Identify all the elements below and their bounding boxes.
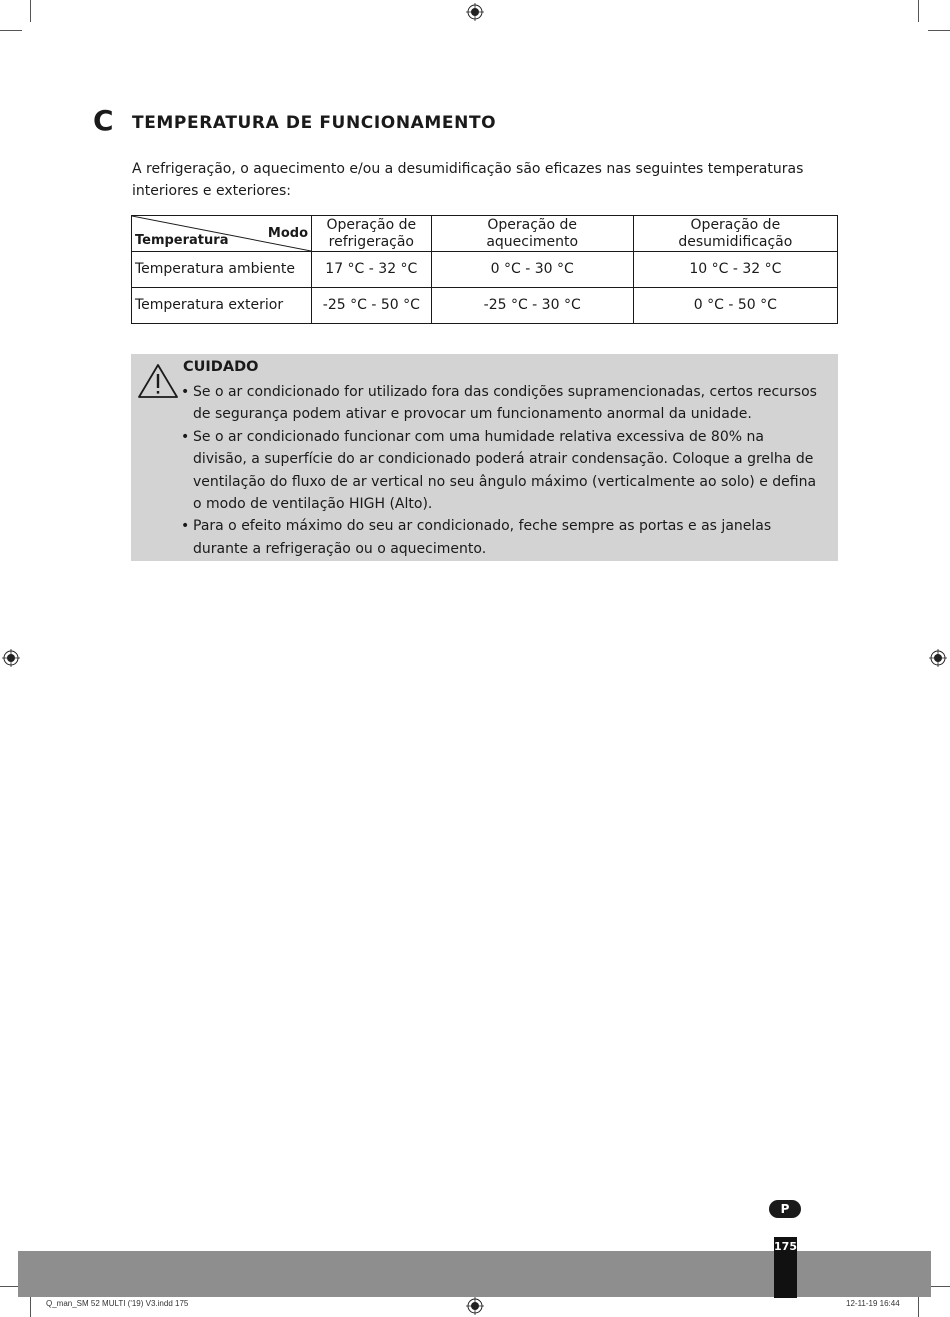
crop-mark: [30, 1296, 31, 1317]
caution-item: [181, 426, 821, 516]
bullet: •: [181, 518, 190, 535]
caution-item-text: Se o ar condicionado for utilizado fora das condições supramencionadas, certos recursos de segurança podem ativar e provocar um funcionamento anormal da unidade.: [193, 384, 817, 423]
table-cell: 17 °C - 32 °C: [312, 252, 432, 288]
table-cell: -25 °C - 50 °C: [312, 288, 432, 324]
table-corner-cell: [132, 216, 312, 252]
table-header-row: [132, 216, 838, 252]
table-cell: 0 °C - 30 °C: [431, 252, 633, 288]
corner-temperature-label: Temperatura: [135, 233, 229, 248]
registration-mark-icon: [929, 649, 947, 667]
table-row-label: Temperatura exterior: [132, 288, 312, 324]
caution-list: [181, 381, 821, 560]
intro-paragraph: A refrigeração, o aquecimento e/ou a desumidificação são eficazes nas seguintes temperaturas interiores e exteriores:: [132, 161, 804, 199]
crop-mark: [30, 0, 31, 22]
caution-title: CUIDADO: [183, 359, 259, 375]
table-row: [132, 252, 838, 288]
crop-mark: [918, 0, 919, 22]
table-header-cell: Operação de desumidificação: [633, 216, 837, 252]
table-cell: 0 °C - 50 °C: [633, 288, 837, 324]
registration-mark-icon: [466, 3, 484, 21]
table-cell: 10 °C - 32 °C: [633, 252, 837, 288]
caution-item-text: Se o ar condicionado funcionar com uma humidade relativa excessiva de 80% na divisão, a superfície do ar condicionado poderá atrair condensação. Coloque a grelha de ventilação do fluxo de ar vertical no seu ângulo máximo (verticalmente ao solo) e defina o modo de ventilação HIGH (Alto).: [193, 428, 817, 513]
crop-mark: [928, 1286, 950, 1287]
table-row-label: Temperatura ambiente: [132, 252, 312, 288]
caution-item: [181, 515, 821, 560]
caution-item-text: Para o efeito máximo do seu ar condicionado, feche sempre as portas e as janelas durante a refrigeração ou o aquecimento.: [193, 518, 772, 557]
corner-mode-label: Modo: [267, 226, 308, 241]
print-slug-date: 12-11-19 16:44: [846, 1299, 900, 1308]
language-badge: P: [769, 1200, 801, 1218]
caution-box: [131, 354, 838, 561]
table-row: [132, 288, 838, 324]
table-header-cell: Operação de refrigeração: [312, 216, 432, 252]
bullet: •: [181, 428, 190, 445]
section-title: TEMPERATURA DE FUNCIONAMENTO: [132, 113, 497, 133]
table-cell: -25 °C - 30 °C: [431, 288, 633, 324]
section-letter: C: [93, 104, 114, 137]
crop-mark: [0, 30, 22, 31]
registration-mark-icon: [2, 649, 20, 667]
page-number: 175: [774, 1240, 797, 1253]
registration-mark-icon: [466, 1297, 484, 1315]
table-header-cell: Operação de aquecimento: [431, 216, 633, 252]
warning-triangle-icon: [137, 363, 179, 399]
crop-mark: [928, 30, 950, 31]
print-slug-filename: Q_man_SM 52 MULTI ('19) V3.indd 175: [46, 1299, 189, 1308]
caution-item: [181, 381, 821, 426]
crop-mark: [918, 1296, 919, 1317]
operating-temperature-table: [131, 215, 838, 324]
bullet: •: [181, 384, 190, 400]
